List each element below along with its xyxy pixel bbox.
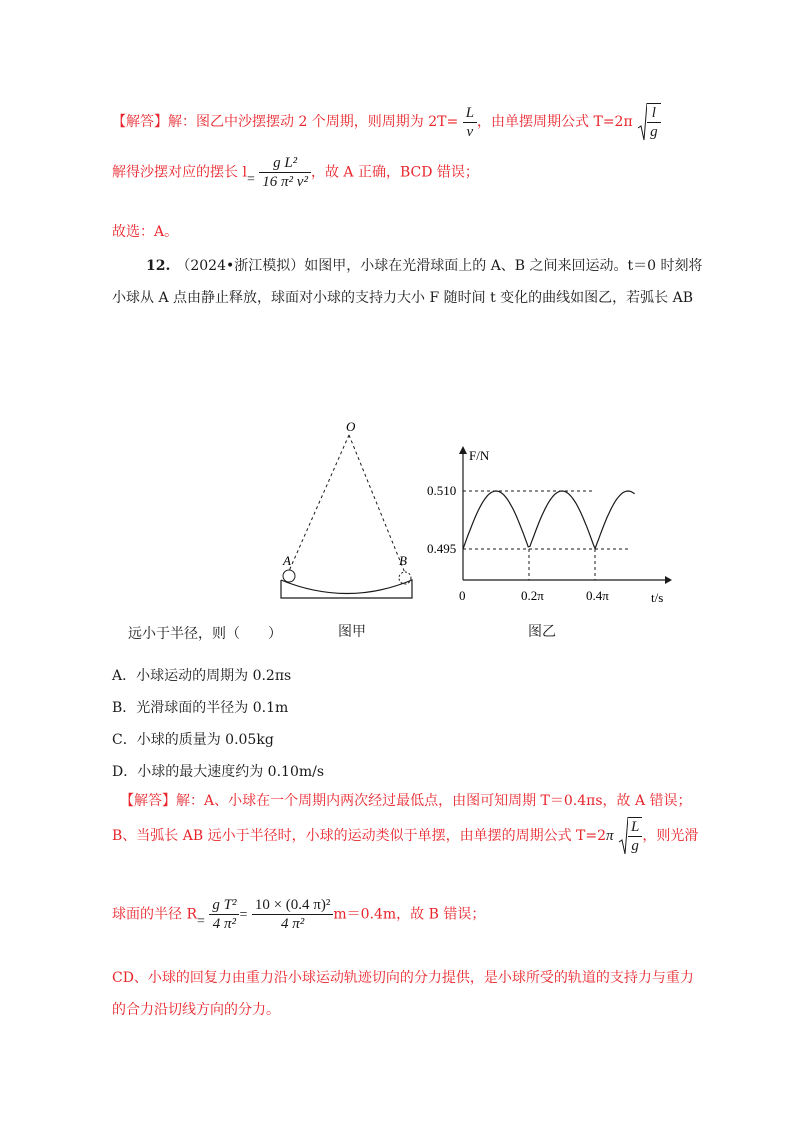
fraction-gT2-over-4pi2: $\frac{\text{g T²}}{\text{4 π²}}$ xyxy=(209,896,239,933)
x-tick-label: 0.2π xyxy=(521,588,544,603)
answer-tag: 【解答】 xyxy=(120,793,176,809)
answer-12-line-a: 【解答】解：A、小球在一个周期内两次经过最低点，由图可知周期 T＝0.4πs，故 A 错误； xyxy=(120,793,692,809)
radical-sign-icon xyxy=(637,102,647,142)
figure-yi-chart xyxy=(425,440,675,610)
answer-text: ，由单摆周期公式 T=2π xyxy=(477,114,633,130)
ball-a xyxy=(283,570,295,582)
option-a: A．小球运动的周期为 0.2πs xyxy=(112,668,292,684)
question-12-line-3: 远小于半径，则（ ） xyxy=(128,626,282,642)
figure-yi-caption: 图乙 xyxy=(528,624,556,640)
answer-11-line-3: 故选：A。 xyxy=(112,224,179,240)
answer-12-line-b: B、当弧长 AB 远小于半径时，小球的运动类似于单摆，由单摆的周期公式 T=2π $\frac{L}{g}$ ，则光滑 xyxy=(112,816,698,856)
answer-12-line-cd-2: 的合力沿切线方向的分力。 xyxy=(112,1002,280,1018)
label-o: O xyxy=(346,419,356,434)
x-axis-label: t/s xyxy=(651,590,664,605)
option-d: D．小球的最大速度约为 0.10m/s xyxy=(112,764,325,780)
answer-12-line-b2: 球面的半径 R= $\frac{\text{g T²}}{\text{4 π²}}$ = $\frac{\text{10 × (0.4 π)²}}{\text{4 π²}}$ m＝0.4m，故 B 错误； xyxy=(112,897,486,932)
option-b: B．光滑球面的半径为 0.1m xyxy=(112,700,289,716)
force-curve xyxy=(463,491,635,549)
y-axis-label: F/N xyxy=(469,448,490,463)
y-tick-label: 0.495 xyxy=(427,541,457,556)
answer-11-line-1 xyxy=(112,102,661,142)
y-tick-label: 0.510 xyxy=(427,483,457,498)
answer-11-line-2: 解得沙摆对应的摆长 l= $\frac{\text{g L²}}{\text{16 π² v²}}$ ，故 A 正确，BCD 错误； xyxy=(112,155,479,190)
question-12-line-1: 12. （2024•浙江模拟）如图甲，小球在光滑球面上的 A、B 之间来回运动。t＝0 时刻将 xyxy=(146,258,703,274)
question-12-line-2: 小球从 A 点由静止释放，球面对小球的支持力大小 F 随时间 t 变化的曲线如图乙，若弧长 AB xyxy=(112,290,693,306)
fraction-numeric-radius: $\frac{\text{10 × (0.4 π)²}}{\text{4 π²}}$ xyxy=(252,896,334,933)
answer-text: 解：图乙中沙摆摆动 2 个周期，则周期为 2T= xyxy=(168,114,459,130)
sqrt-L-over-g: $\frac{L}{g}$ xyxy=(618,816,642,856)
fraction-l-over-v: $\frac{L}{v}$ xyxy=(463,104,477,141)
sqrt-l-over-g: $\frac{l}{g}$ xyxy=(637,102,661,142)
spherical-track xyxy=(281,580,412,598)
origin-label: 0 xyxy=(459,588,466,603)
answer-tag: 【解答】 xyxy=(112,114,168,130)
figure-jia xyxy=(275,415,425,605)
radical-sign-icon xyxy=(618,816,628,856)
fraction-gl2-over-16pi2v2: $\frac{\text{g L²}}{\text{16 π² v²}}$ xyxy=(259,154,311,191)
label-a: A xyxy=(283,553,291,568)
answer-12-line-cd-1: CD、小球的回复力由重力沿小球运动轨迹切向的分力提供，是小球所受的轨道的支持力与重力 xyxy=(112,970,694,986)
label-b: B xyxy=(399,553,407,568)
question-number: 12. xyxy=(146,258,171,274)
x-tick-label: 0.4π xyxy=(586,588,609,603)
option-c: C．小球的质量为 0.05kg xyxy=(112,732,274,748)
figure-jia-caption: 图甲 xyxy=(338,624,366,640)
